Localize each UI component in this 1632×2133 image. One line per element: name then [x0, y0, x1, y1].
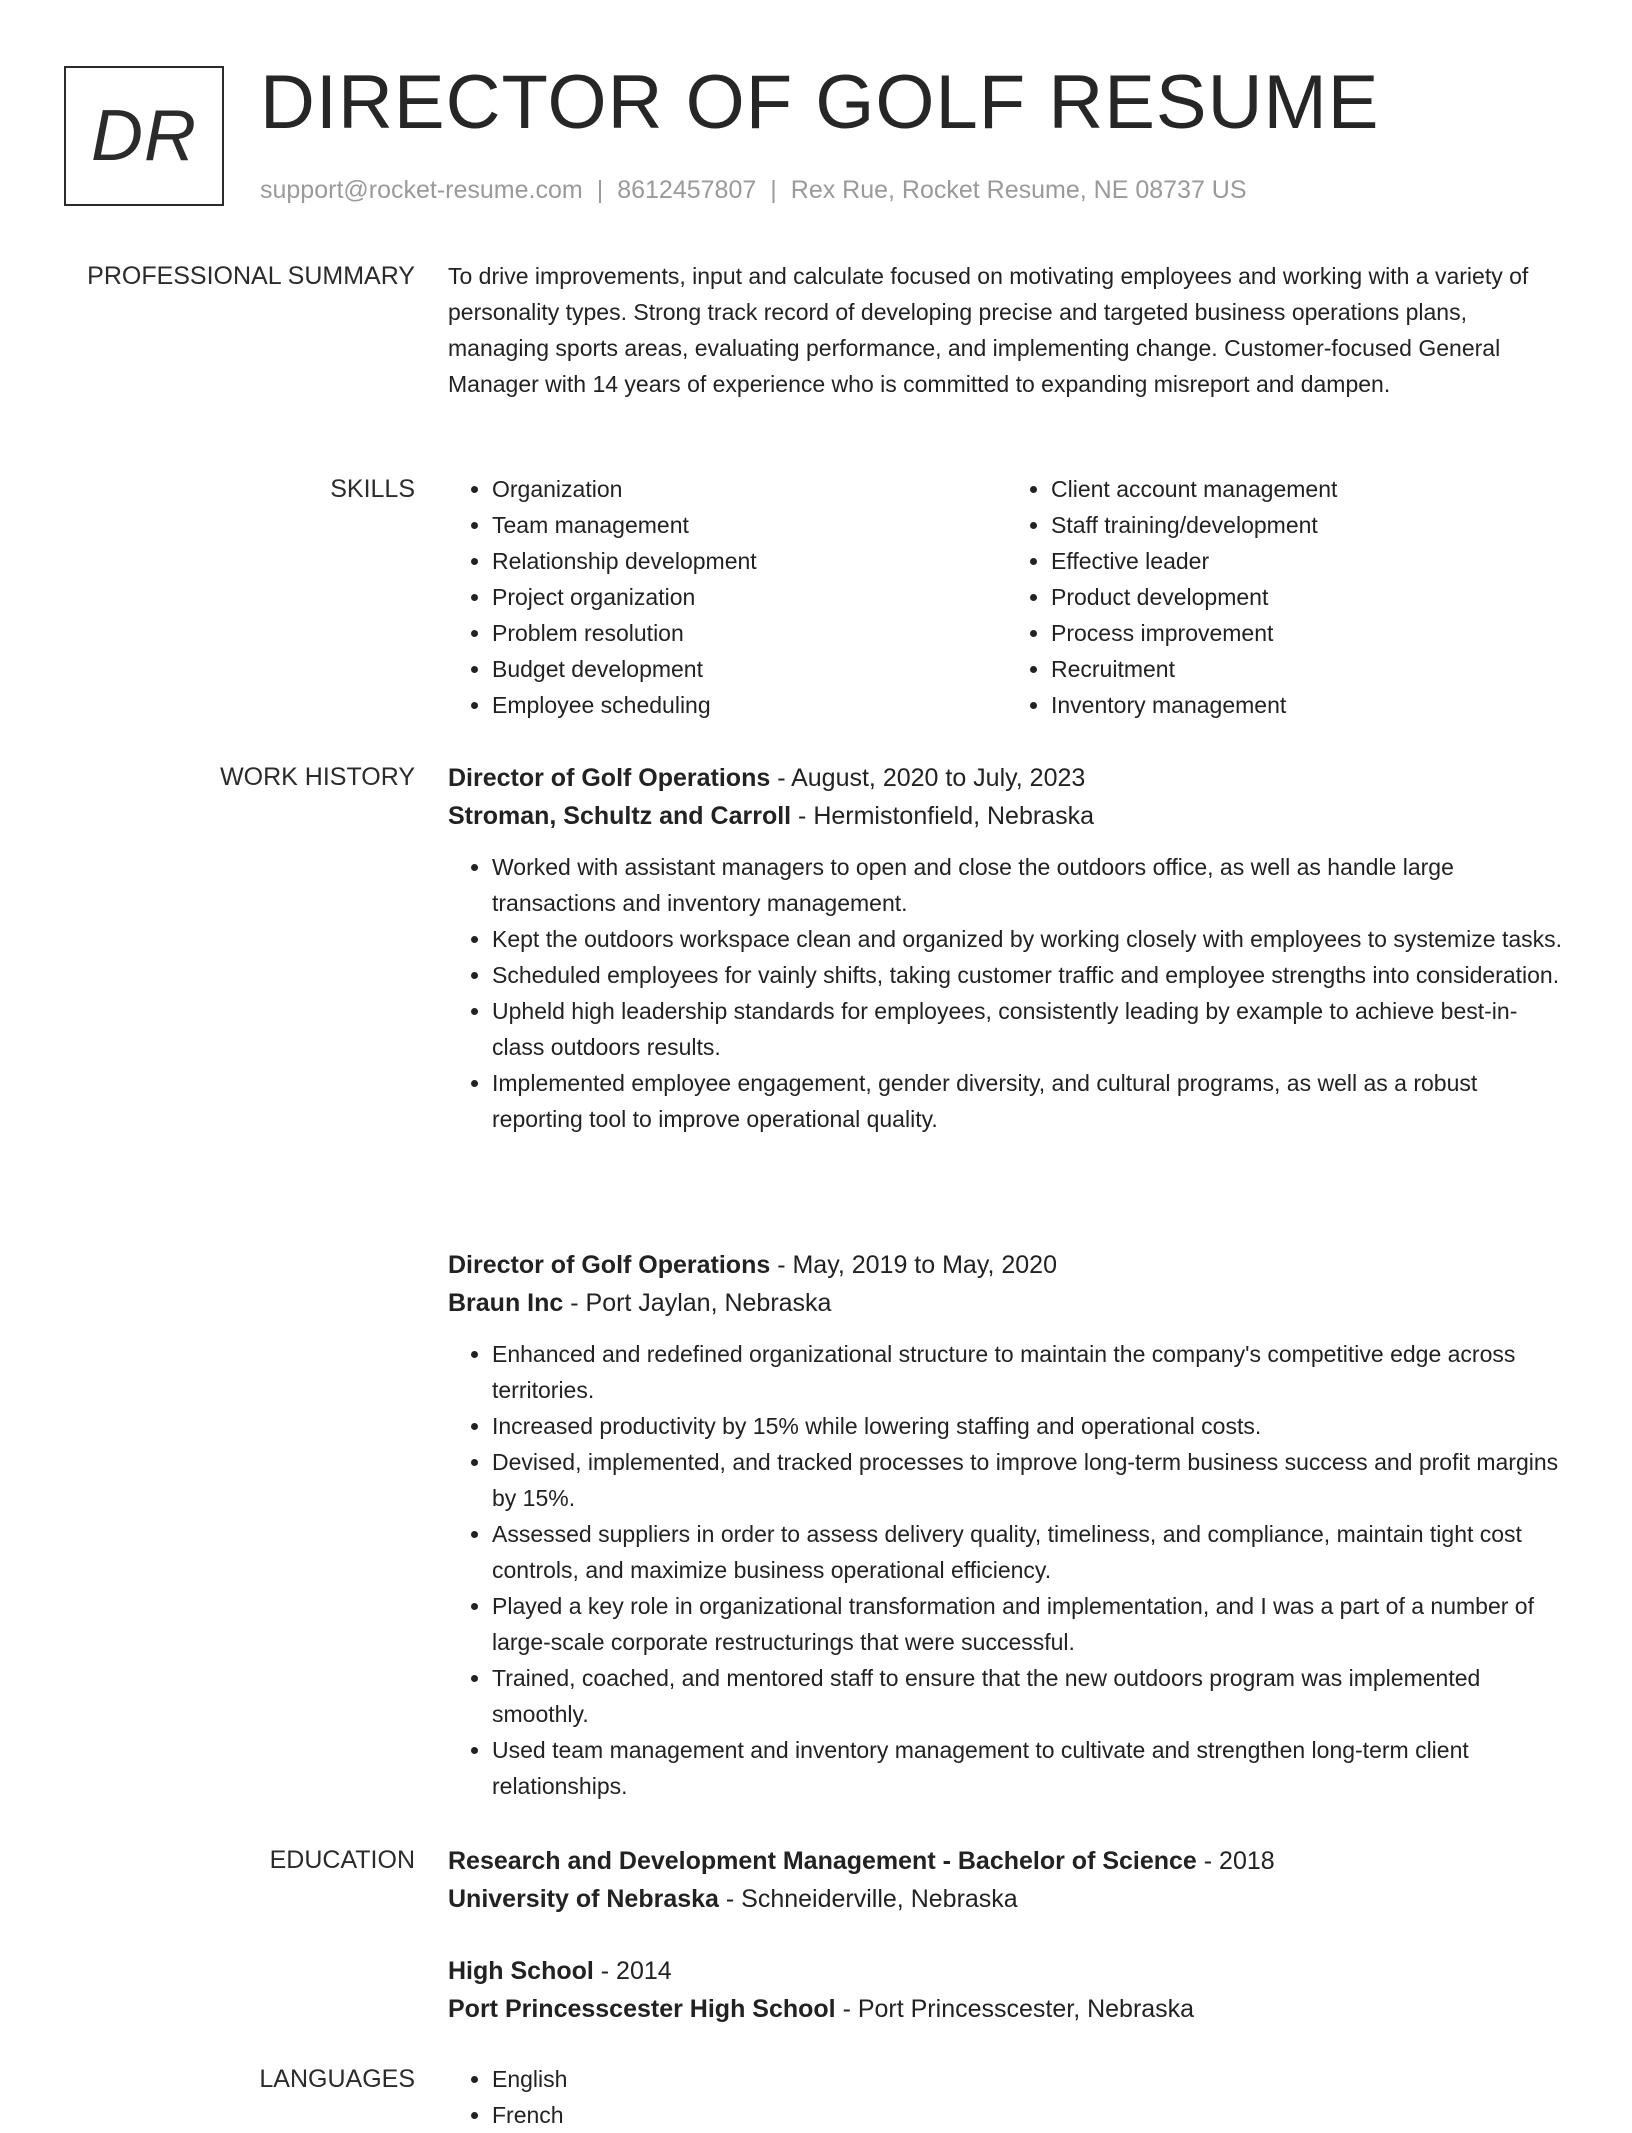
- skill-item: • Budget development: [492, 651, 1007, 687]
- job-title-line: [448, 1246, 1566, 1284]
- section-label-education: EDUCATION: [269, 1846, 415, 1874]
- education-entry: [448, 1952, 1566, 2028]
- job-bullet: • Used team management and inventory management to cultivate and strengthen long-term client relationships.: [492, 1732, 1566, 1804]
- job-company: Stroman, Schultz and Carroll: [448, 802, 792, 830]
- section-label-work-history: WORK HISTORY: [220, 763, 415, 791]
- skills-column-left: [448, 471, 1007, 723]
- language-item: • English: [492, 2061, 1566, 2097]
- job-company-line: [448, 797, 1566, 835]
- skill-item: • Organization: [492, 471, 1007, 507]
- job-bullets: [448, 849, 1566, 1137]
- education-school: University of Nebraska: [448, 1885, 719, 1913]
- contact-line: [260, 174, 1247, 206]
- education-school-line: [448, 1880, 1566, 1918]
- contact-separator: |: [596, 176, 604, 204]
- job-bullet: • Kept the outdoors workspace clean and organized by working closely with employees to systemize tasks.: [492, 921, 1566, 957]
- page-title: DIRECTOR OF GOLF RESUME: [260, 60, 1380, 145]
- section-label-languages: LANGUAGES: [259, 2065, 415, 2093]
- skill-item: • Project organization: [492, 579, 1007, 615]
- job-bullet: • Worked with assistant managers to open and close the outdoors office, as well as handle large transactions and inventory management.: [492, 849, 1566, 921]
- skill-item: • Process improvement: [1051, 615, 1566, 651]
- job-bullet: • Upheld high leadership standards for employees, consistently leading by example to achieve best-in-class outdoors results.: [492, 993, 1566, 1065]
- monogram-logo: DR: [64, 66, 224, 206]
- education-year: - 2018: [1196, 1847, 1275, 1875]
- job-company-line: [448, 1284, 1566, 1322]
- education-degree: High School: [448, 1957, 594, 1985]
- job-title: Director of Golf Operations: [448, 1251, 771, 1279]
- contact-email[interactable]: support@rocket-resume.com: [260, 176, 583, 204]
- job-title-line: [448, 759, 1566, 797]
- job-bullet: • Trained, coached, and mentored staff to ensure that the new outdoors program was implemented smoothly.: [492, 1660, 1566, 1732]
- language-item: • French: [492, 2097, 1566, 2133]
- skill-item: • Staff training/development: [1051, 507, 1566, 543]
- job-location: - Port Jaylan, Nebraska: [563, 1289, 832, 1317]
- summary-text: To drive improvements, input and calculate focused on motivating employees and working with a variety of personality types. Strong track record of developing precise and targeted business operations plans, managing sports areas, evaluating performance, and implementing change. Customer-focused General Manager with 14 years of experience who is committed to expanding misreport and dampen.: [448, 263, 1529, 397]
- job-entry: [448, 1246, 1566, 1804]
- skills-list: [448, 471, 1566, 723]
- job-dates: - August, 2020 to July, 2023: [770, 764, 1086, 792]
- languages-list: [448, 2061, 1566, 2133]
- job-location: - Hermistonfield, Nebraska: [791, 802, 1094, 830]
- contact-separator: |: [770, 176, 777, 204]
- skill-item: • Inventory management: [1051, 687, 1566, 723]
- contact-address: Rex Rue, Rocket Resume, NE 08737 US: [790, 176, 1247, 204]
- education-entry: [448, 1842, 1566, 1918]
- languages-body: [448, 2061, 1566, 2133]
- job-bullet: • Assessed suppliers in order to assess delivery quality, timeliness, and compliance, maintain tight cost controls, and maximize business operational efficiency.: [492, 1516, 1566, 1588]
- education-location: - Schneiderville, Nebraska: [718, 1885, 1018, 1913]
- job-title: Director of Golf Operations: [448, 764, 771, 792]
- skill-item: • Relationship development: [492, 543, 1007, 579]
- education-degree-line: [448, 1842, 1566, 1880]
- skill-item: • Client account management: [1051, 471, 1566, 507]
- skill-item: • Product development: [1051, 579, 1566, 615]
- job-entry: [448, 759, 1566, 1137]
- job-company: Braun Inc: [448, 1289, 564, 1317]
- skill-item: • Problem resolution: [492, 615, 1007, 651]
- education-school-line: [448, 1990, 1566, 2028]
- section-label-summary: PROFESSIONAL SUMMARY: [87, 262, 415, 290]
- education-degree-line: [448, 1952, 1566, 1990]
- job-bullet: • Enhanced and redefined organizational structure to maintain the company's competitive edge across territories.: [492, 1336, 1566, 1408]
- section-label-skills: SKILLS: [330, 475, 415, 503]
- job-bullet: • Scheduled employees for vainly shifts, taking customer traffic and employee strengths into consideration.: [492, 957, 1566, 993]
- job-bullet: • Implemented employee engagement, gender diversity, and cultural programs, as well as a robust reporting tool to improve operational quality.: [492, 1065, 1566, 1137]
- skill-item: • Team management: [492, 507, 1007, 543]
- education-location: - Port Princesscester, Nebraska: [835, 1995, 1195, 2023]
- skill-item: • Employee scheduling: [492, 687, 1007, 723]
- skill-item: • Effective leader: [1051, 543, 1566, 579]
- job-bullet: • Increased productivity by 15% while lowering staffing and operational costs.: [492, 1408, 1566, 1444]
- job-dates: - May, 2019 to May, 2020: [770, 1251, 1057, 1279]
- skills-column-right: [1007, 471, 1566, 723]
- education-year: - 2014: [593, 1957, 672, 1985]
- skill-item: • Recruitment: [1051, 651, 1566, 687]
- job-bullets: [448, 1336, 1566, 1804]
- summary-body: [448, 258, 1566, 402]
- job-bullet: • Played a key role in organizational transformation and implementation, and I was a part of a number of large-scale corporate restructurings that were successful.: [492, 1588, 1566, 1660]
- education-school: Port Princesscester High School: [448, 1995, 836, 2023]
- job-bullet: • Devised, implemented, and tracked processes to improve long-term business success and profit margins by 15%.: [492, 1444, 1566, 1516]
- education-degree: Research and Development Management - Bachelor of Science: [448, 1847, 1197, 1875]
- contact-phone[interactable]: 8612457807: [617, 176, 757, 204]
